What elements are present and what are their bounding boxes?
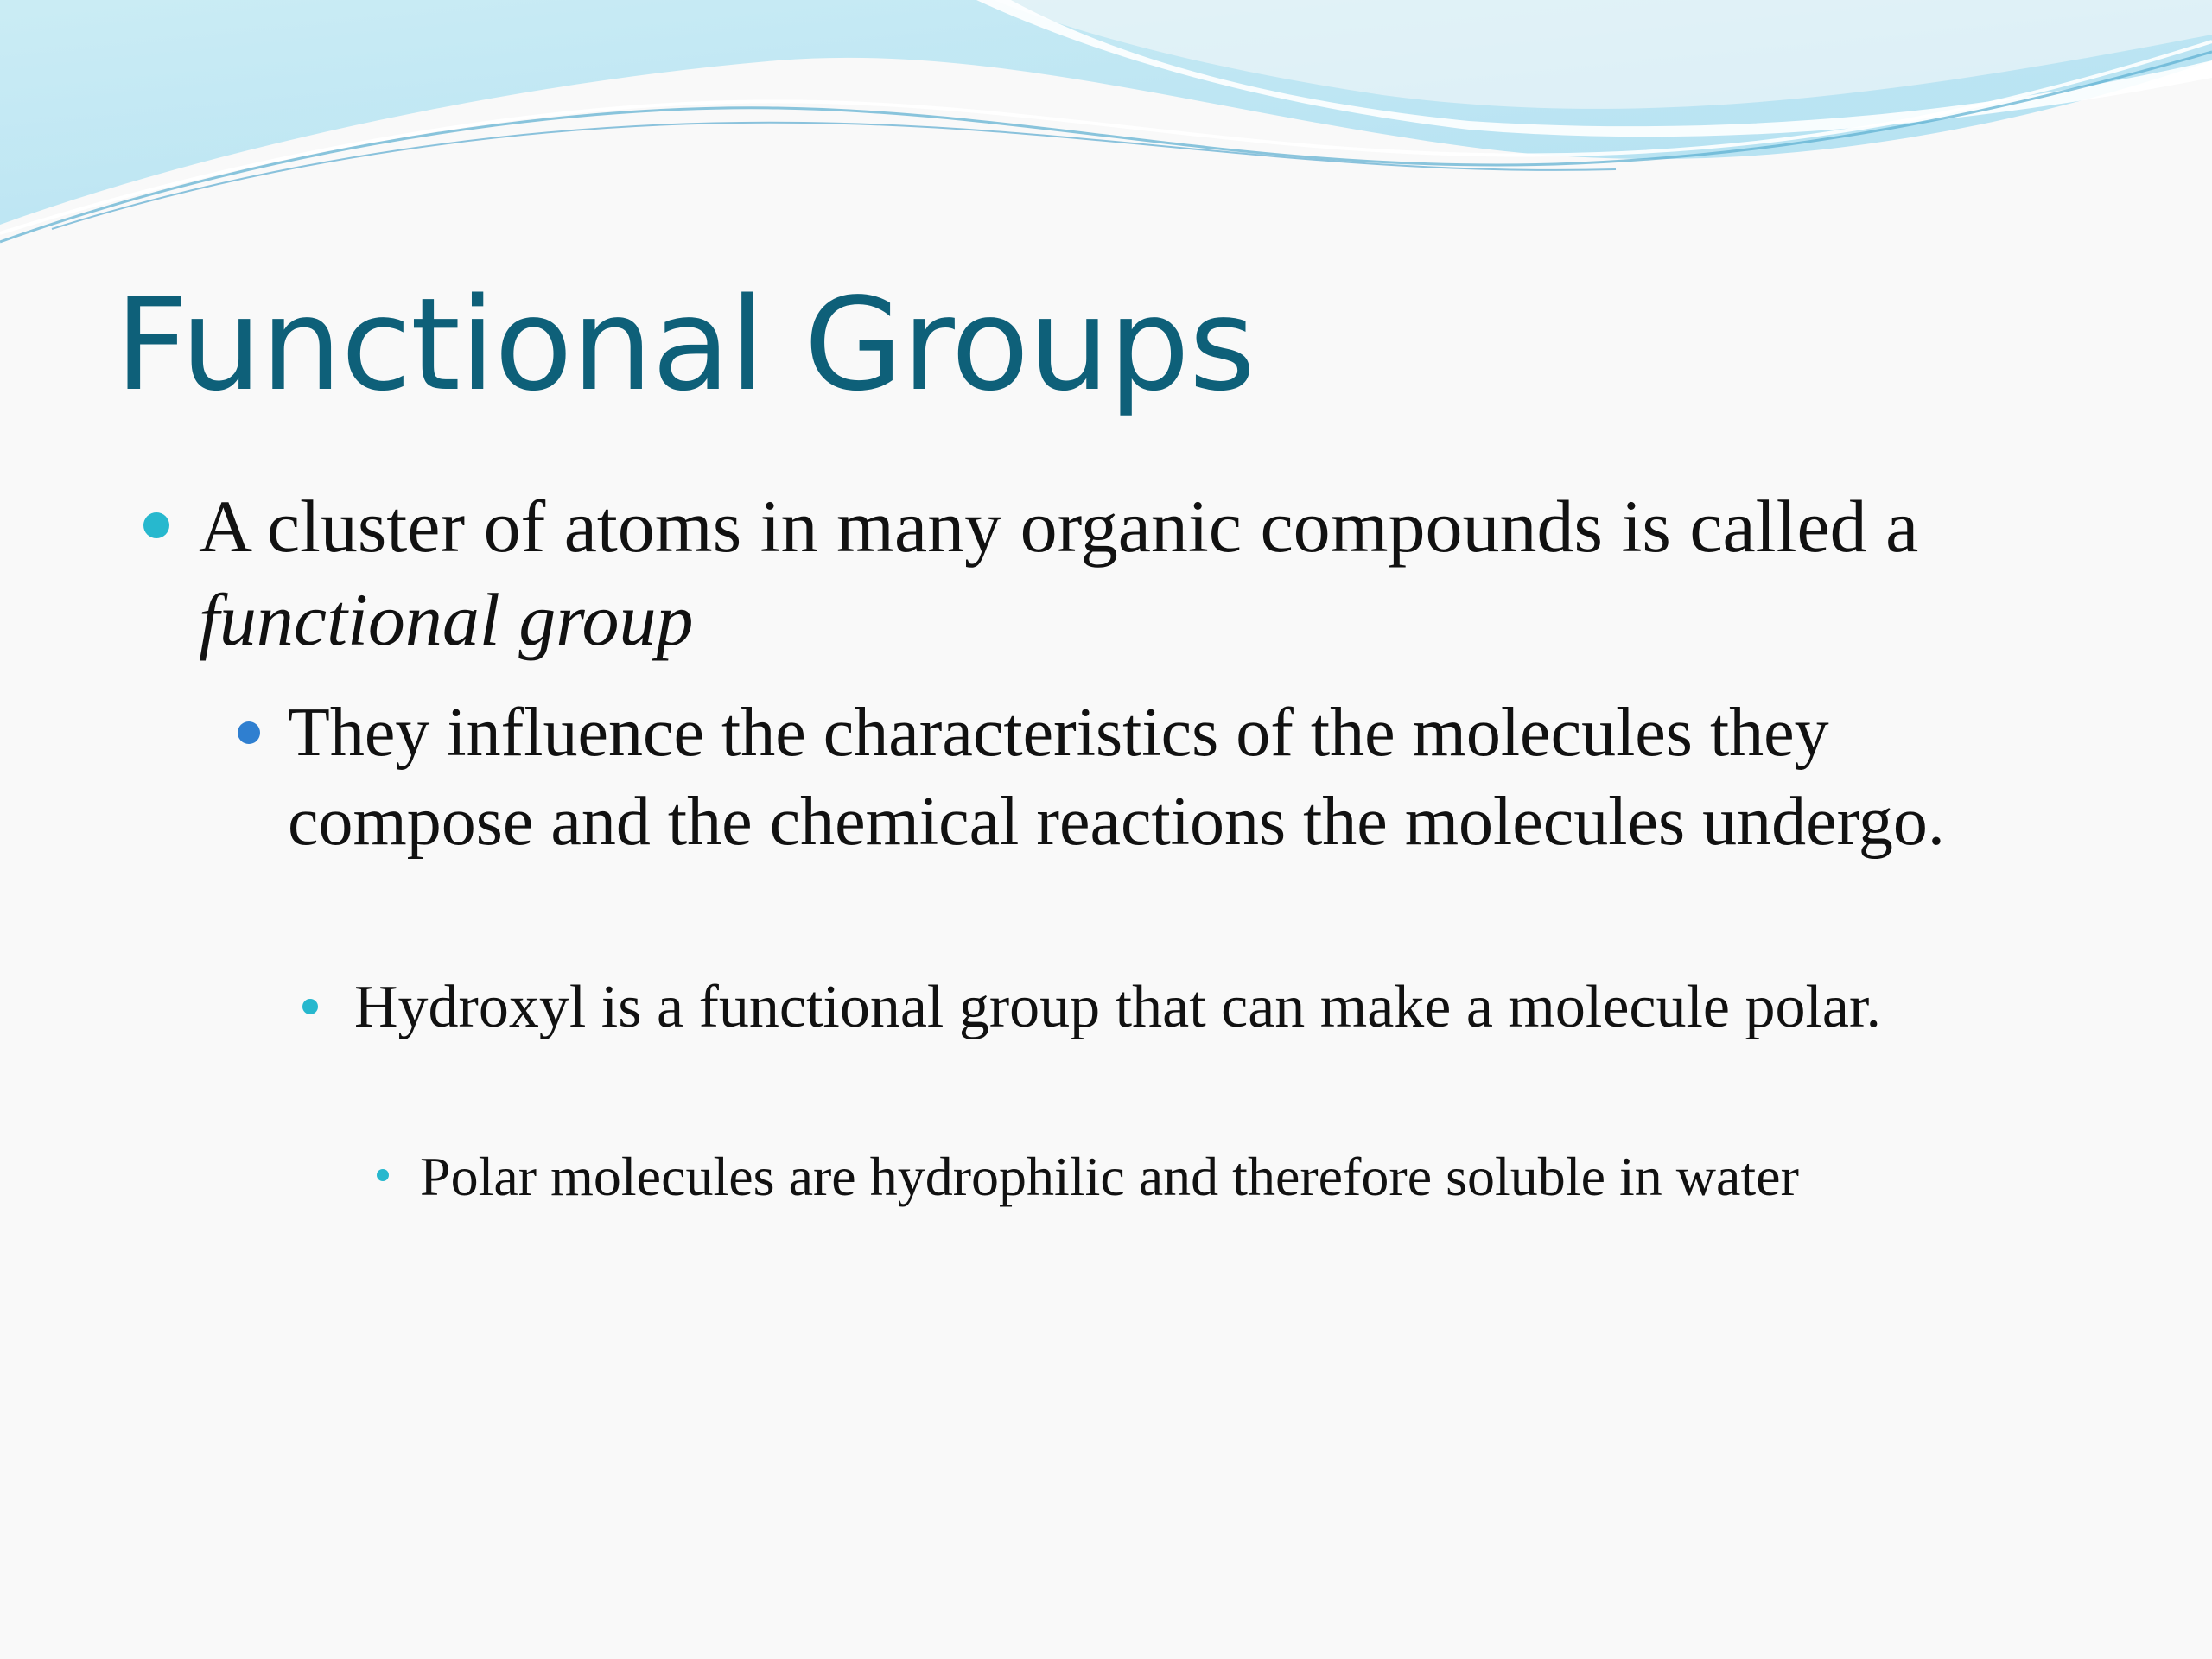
bullet-text-l1 [199, 480, 1970, 666]
slide-title: Functional Groups [115, 270, 1255, 419]
bullet-text-l3: Hydroxyl is a functional group that can make a molecule polar. [354, 974, 1881, 1040]
bullet-marker-l4 [377, 1169, 389, 1181]
bullet-marker-l3 [302, 999, 318, 1014]
bullet-level-4 [420, 1141, 2191, 1213]
bullet-marker-l2 [238, 721, 260, 744]
bullet-text-l2: They influence the characteristics of the molecules they compose and the chemical reactions the molecules undergo. [288, 695, 1945, 860]
bullet-level-2 [288, 689, 2085, 867]
bullet-l1-prefix: A cluster of atoms in many organic compounds is called a [199, 485, 1919, 568]
bullet-level-3 [354, 969, 1996, 1046]
bullet-text-l4: Polar molecules are hydrophilic and therefore soluble in water [420, 1146, 1799, 1207]
bullet-marker-l1 [143, 512, 169, 538]
bullet-l1-emphasis: functional group [199, 578, 694, 661]
header-wave-decoration [0, 0, 2212, 259]
bullet-level-1 [199, 480, 1970, 666]
